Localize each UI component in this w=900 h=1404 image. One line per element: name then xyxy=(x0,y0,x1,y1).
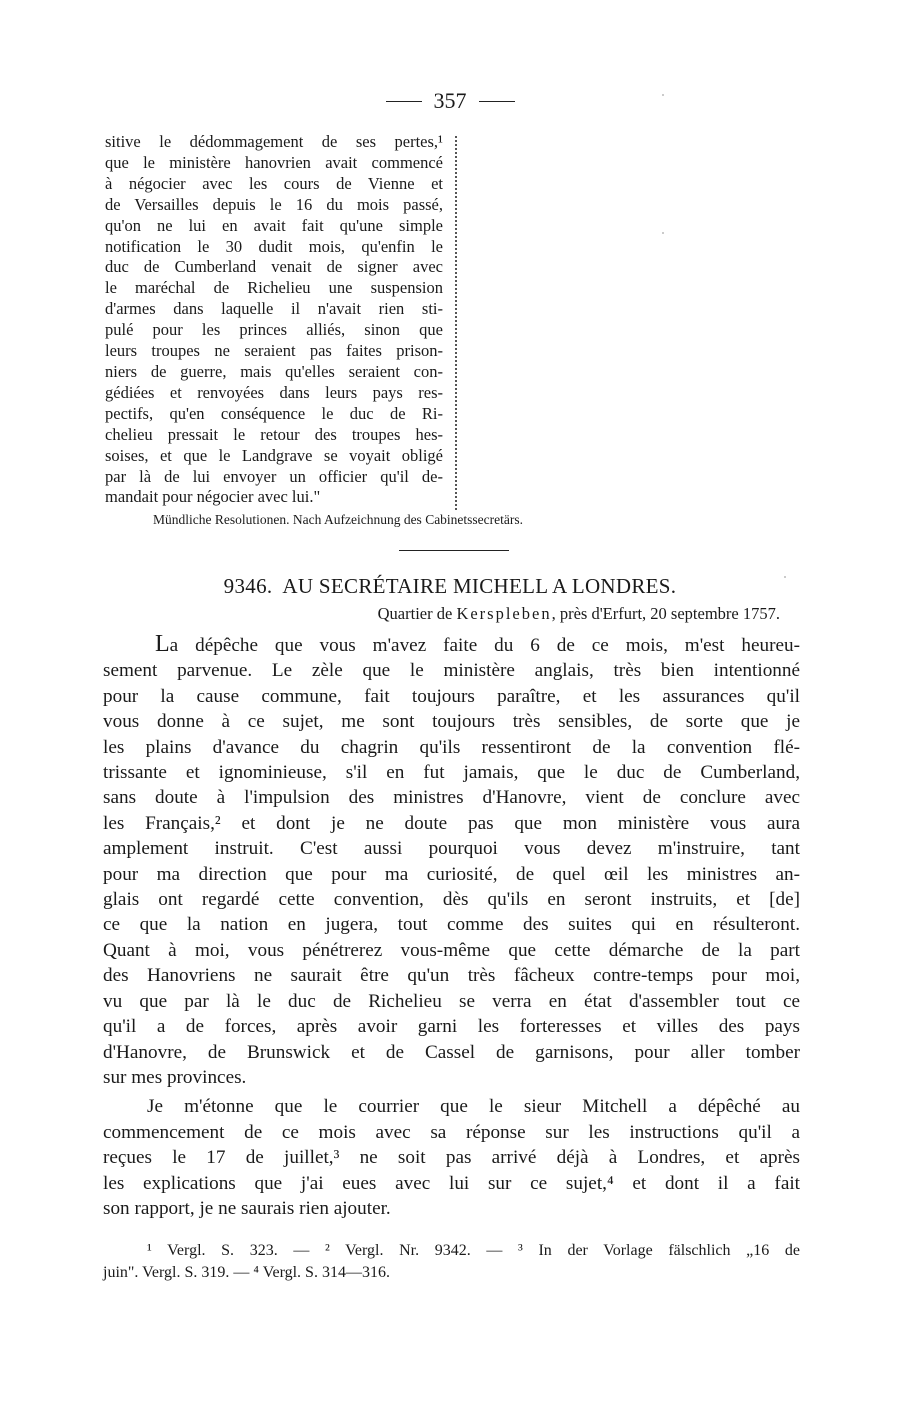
paper-speck xyxy=(662,94,664,96)
body-line: qu'il a de forces, après avoir garni les forteresses et villes des pays xyxy=(103,1016,800,1038)
column-line: gédiées et renvoyées dans leurs pays res- xyxy=(105,382,443,402)
body-line: sans doute à l'impulsion des ministres d'Hanovre, vient de conclure avec xyxy=(103,787,800,809)
body-line: les plains d'avance du chagrin qu'ils ressentiront de la convention flé- xyxy=(103,736,800,758)
body-line: des Hanovriens ne saurait être qu'un très fâcheux contre-temps pour moi, xyxy=(103,965,800,987)
body-line: commencement de ce mois avec sa réponse sur les instructions qu'il a xyxy=(103,1121,800,1143)
column-line: sitive le dédommagement de ses pertes,¹ xyxy=(105,132,443,151)
body-line: Je m'étonne que le courrier que le sieur Mitchell a dépêché au xyxy=(147,1096,800,1118)
page-header xyxy=(0,88,900,114)
footnotes xyxy=(103,1240,800,1284)
paper-speck xyxy=(784,576,786,578)
column-line: d'armes dans laquelle il n'avait rien sti- xyxy=(105,299,443,319)
body-line: les explications que j'ai eues avec lui sur ce sujet,⁴ et dont il a fait xyxy=(103,1172,800,1194)
body-line: amplement instruit. C'est aussi pourquoi vous devez m'instruire, tant xyxy=(103,838,800,860)
column-line: chelieu pressait le retour des troupes hes- xyxy=(105,424,443,444)
column-line: le maréchal de Richelieu une suspension xyxy=(105,278,443,298)
column-divider xyxy=(455,136,457,510)
dateline-rest: , près d'Erfurt, 20 septembre 1757. xyxy=(551,604,780,623)
column-line: pectifs, qu'en conséquence le duc de Ri- xyxy=(105,403,443,423)
body-line: Quant à moi, vous pénétrerez vous-même que cette démarche de la part xyxy=(103,939,800,961)
body-line: sur mes provinces. xyxy=(103,1066,247,1088)
column-text xyxy=(105,132,443,508)
section-rule xyxy=(399,550,509,551)
column-line: mandait pour négocier avec lui." xyxy=(105,487,321,507)
column-line: pulé pour les princes alliés, sinon que xyxy=(105,320,443,340)
page-number: 357 xyxy=(433,88,467,113)
body-line: sement parvenue. Le zèle que le ministère anglais, très bien intentionné xyxy=(103,660,800,682)
column-line: de Versailles depuis le 16 du mois passé, xyxy=(105,194,443,214)
body-line: vu que par là le duc de Richelieu se verra en état d'assembler tout ce xyxy=(103,990,800,1012)
letter-number: 9346. xyxy=(223,574,273,598)
column-line: niers de guerre, mais qu'elles seraient con- xyxy=(105,361,443,381)
body-line: trissante et ignominieuse, s'il en fut jamais, que le duc de Cumberland, xyxy=(103,762,800,784)
paper-speck xyxy=(662,232,664,234)
body-line: reçues le 17 de juillet,³ ne soit pas arrivé déjà à Londres, et après xyxy=(103,1147,800,1169)
body-line xyxy=(103,632,800,658)
body-line: son rapport, je ne saurais rien ajouter. xyxy=(103,1197,391,1219)
column-line: notification le 30 dudit mois, qu'enfin le xyxy=(105,236,443,256)
column-line: par là de lui envoyer un officier qu'il de- xyxy=(105,466,443,486)
letter-title: AU SECRÉTAIRE MICHELL A LONDRES. xyxy=(282,574,677,598)
dateline-prefix: Quartier de xyxy=(377,604,457,623)
body-line-text: a dépêche que vous m'avez faite du 6 de ce mois, m'est heureu- xyxy=(169,635,800,656)
letter-body xyxy=(103,632,800,1221)
body-line: vous donne à ce sujet, me sont toujours très sensibles, de sorte que je xyxy=(103,711,800,733)
letter-heading xyxy=(0,574,900,599)
body-line: pour ma direction que pour ma curiosité, de quel œil les ministres an- xyxy=(103,863,800,885)
column-line: leurs troupes ne seraient pas faites prison- xyxy=(105,341,443,361)
dateline xyxy=(378,604,780,624)
header-rule-right xyxy=(479,101,515,102)
column-line: duc de Cumberland venait de signer avec xyxy=(105,257,443,277)
body-line: d'Hanovre, de Brunswick et de Cassel de garnisons, pour aller tomber xyxy=(103,1041,800,1063)
column-line: soises, et que le Landgrave se voyait obligé xyxy=(105,445,443,465)
footnote-line: juin". Vergl. S. 319. — ⁴ Vergl. S. 314—316. xyxy=(103,1264,390,1281)
dateline-place: Kerspleben xyxy=(456,604,552,623)
header-rule-left xyxy=(386,101,422,102)
body-line: ce que la nation en jugera, tout comme des suites qui en résulteront. xyxy=(103,914,800,936)
column-line: qu'on ne lui en avait fait qu'une simple xyxy=(105,215,443,235)
column-line: à négocier avec les cours de Vienne et xyxy=(105,173,443,193)
drop-cap: L xyxy=(155,631,170,657)
column-line: que le ministère hanovrien avait commencé xyxy=(105,152,443,172)
footnote-line: ¹ Vergl. S. 323. — ² Vergl. Nr. 9342. — ³ In der Vorlage fälschlich „16 de xyxy=(147,1242,800,1259)
body-line: glais ont regardé cette convention, dès qu'ils en seront instruits, et [de] xyxy=(103,889,800,911)
body-line: pour la cause commune, fait toujours paraître, et les assurances qu'il xyxy=(103,685,800,707)
source-note: Mündliche Resolutionen. Nach Aufzeichnung des Cabinetssecretärs. xyxy=(153,512,524,527)
body-line: les Français,² et dont je ne doute pas que mon ministère vous aura xyxy=(103,812,800,834)
